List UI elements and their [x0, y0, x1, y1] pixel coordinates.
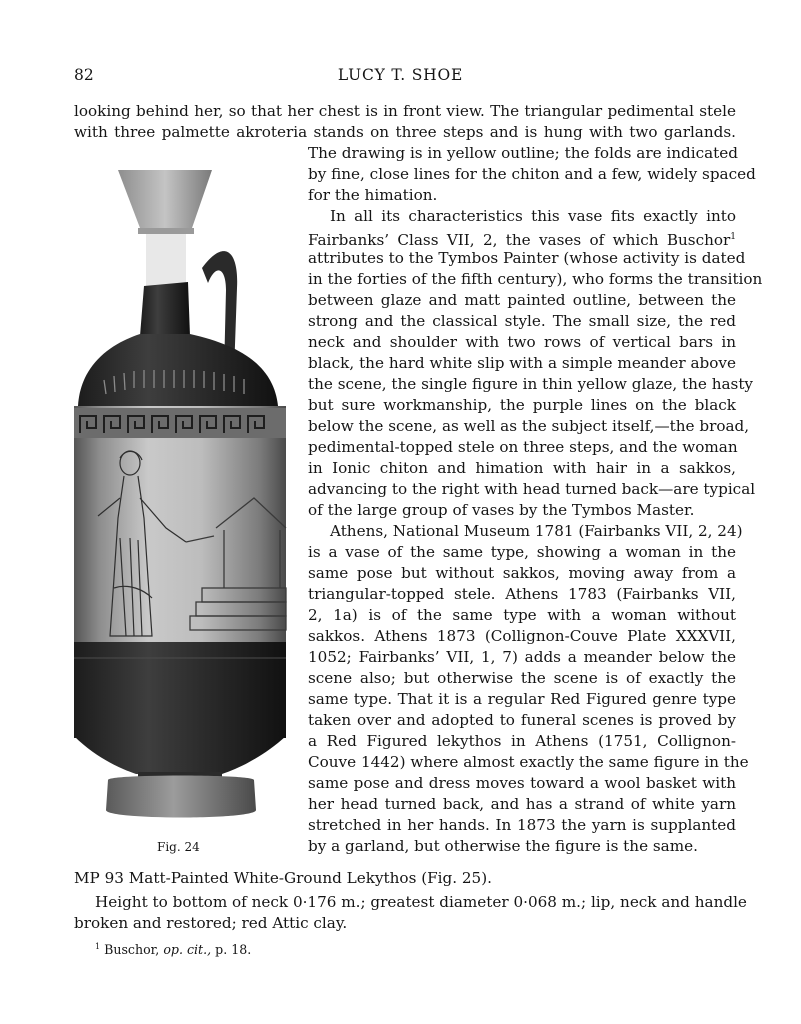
entry-description-line: Height to bottom of neck 0·176 m.; greatest diameter 0·068 m.; lip, neck and handle: [95, 893, 747, 911]
column-line: taken over and adopted to funeral scenes is proved by: [308, 711, 736, 729]
vase-foot: [106, 776, 256, 818]
column-line: same type. That it is a regular Red Figured genre type: [308, 690, 736, 708]
column-line: a Red Figured lekythos in Athens (1751, Collignon-: [308, 732, 736, 750]
column-line: scene also; but otherwise the scene is of exactly the: [308, 669, 736, 687]
column-line: between glaze and matt painted outline, between the: [308, 291, 736, 309]
column-line: The drawing is in yellow outline; the folds are indicated: [308, 144, 738, 162]
vase-body: [74, 406, 286, 642]
column-line: her head turned back, and has a strand of white yarn: [308, 795, 736, 813]
column-line: in the forties of the fifth century), who forms the transition: [308, 270, 763, 288]
lekythos-photograph: [74, 158, 288, 825]
column-line: In all its characteristics this vase fits exactly into: [330, 207, 736, 225]
column-line: same pose and dress moves toward a wool basket with: [308, 774, 736, 792]
footnote-page: p. 18.: [215, 942, 252, 957]
vase-base: [74, 736, 286, 774]
column-line: triangular-topped stele. Athens 1783 (Fairbanks VII,: [308, 585, 736, 603]
column-line: pedimental-topped stele on three steps, and the woman: [308, 438, 738, 456]
column-line: the scene, the single figure in thin yellow glaze, the hasty: [308, 375, 754, 393]
column-line: 2, 1a) is of the same type with a woman without: [308, 606, 736, 624]
column-line: black, the hard white slip with a simple meander above: [308, 354, 736, 372]
column-line: strong and the classical style. The small size, the red: [308, 312, 736, 330]
column-line: but sure workmanship, the purple lines on the black: [308, 396, 736, 414]
column-line: is a vase of the same type, showing a woman in the: [308, 543, 736, 561]
footnote-marker: 1: [95, 942, 101, 951]
column-line: in Ionic chiton and himation with hair in a sakkos,: [308, 459, 736, 477]
entry-description-line: broken and restored; red Attic clay.: [74, 914, 348, 932]
footnote: [95, 942, 251, 957]
column-line: advancing to the right with head turned back—are typical: [308, 480, 756, 498]
vase-neck: [146, 234, 186, 286]
column-line: for the himation.: [308, 186, 438, 204]
column-line: stretched in her hands. In 1873 the yarn is supplanted: [308, 816, 736, 834]
intro-line: looking behind her, so that her chest is in front view. The triangular pedimental stele: [74, 102, 736, 120]
column-line: neck and shoulder with two rows of vertical bars in: [308, 333, 736, 351]
column-line: Couve 1442) where almost exactly the same figure in the: [308, 753, 749, 771]
column-line: by fine, close lines for the chiton and a few, widely spaced: [308, 165, 756, 183]
page-number: 82: [74, 66, 94, 84]
column-line: same pose but without sakkos, moving away from a: [308, 564, 736, 582]
running-head: LUCY T. SHOE: [337, 66, 464, 84]
vase-lip: [118, 170, 212, 228]
column-line: attributes to the Tymbos Painter (whose activity is dated: [308, 249, 746, 267]
figure-caption: Fig. 24: [157, 840, 200, 854]
vase-shoulder: [78, 334, 278, 406]
column-line: of the large group of vases by the Tymbos Master.: [308, 501, 695, 519]
column-line-text: Fairbanks’ Class VII, 2, the vases of which Buschor: [308, 231, 731, 249]
footnote-author: Buschor,: [104, 942, 160, 957]
footnote-reference: 1: [730, 232, 736, 242]
footnote-work: op. cit.,: [163, 942, 212, 957]
intro-line: with three palmette akroteria stands on three steps and is hung with two garlands.: [74, 123, 736, 141]
column-line: sakkos. Athens 1873 (Collignon-Couve Plate XXXVII,: [308, 627, 736, 645]
column-line: 1052; Fairbanks’ VII, 1, 7) adds a meander below the: [308, 648, 736, 666]
column-line: Athens, National Museum 1781 (Fairbanks VII, 2, 24): [330, 522, 743, 540]
entry-heading: MP 93 Matt-Painted White-Ground Lekythos (Fig. 25).: [74, 869, 492, 887]
column-line: by a garland, but otherwise the figure is the same.: [308, 837, 698, 855]
column-line: below the scene, as well as the subject itself,—the broad,: [308, 417, 750, 435]
